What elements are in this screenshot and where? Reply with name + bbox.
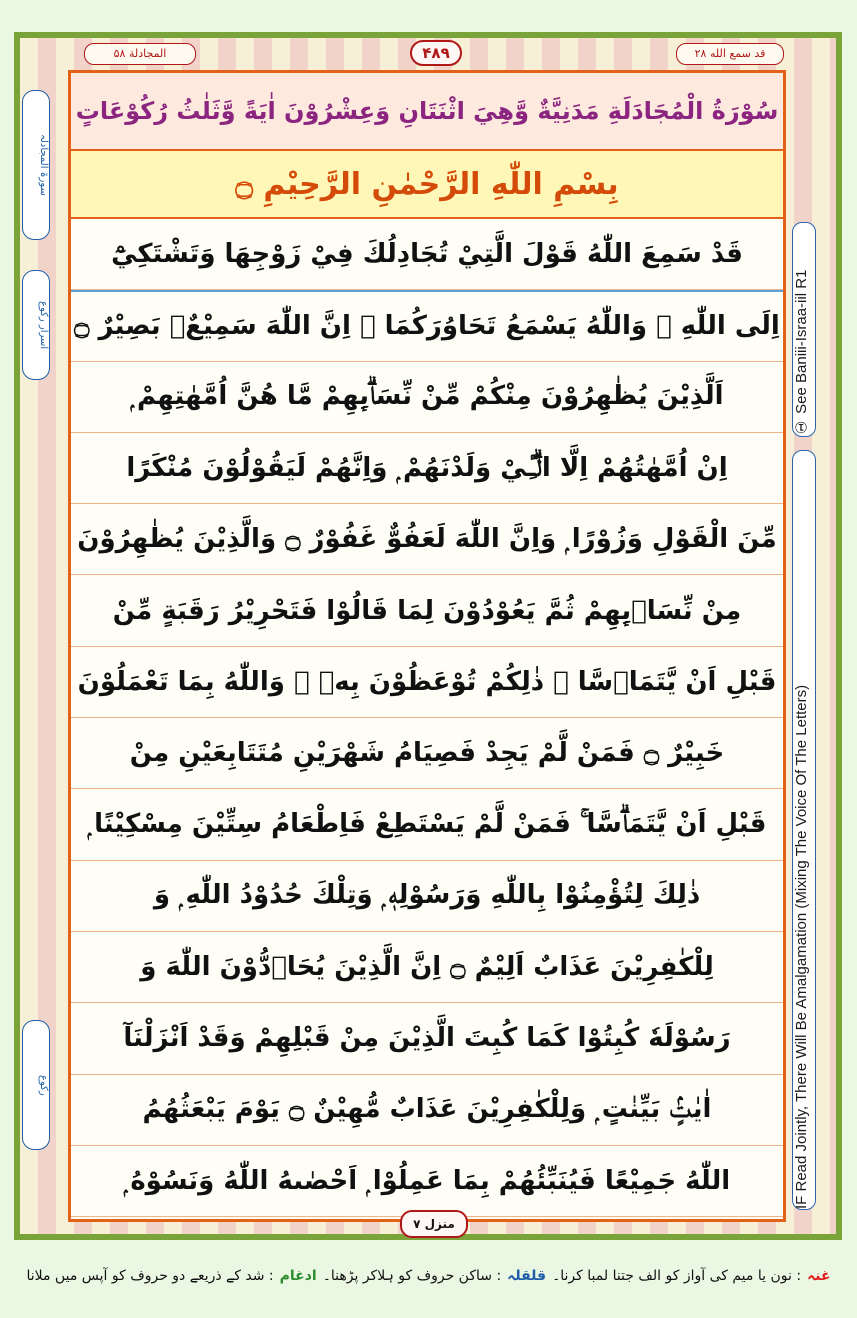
right-note-reference: ① See Baniii-Israa-iil R1 (792, 222, 816, 437)
right-margin-notes (792, 222, 818, 1222)
tajweed-legend (0, 1246, 857, 1306)
verse-lines (71, 219, 783, 1217)
ghunna-term: غنہ (807, 1268, 831, 1284)
verse-line: قَدْ سَمِعَ اللّٰهُ قَوْلَ الَّتِيْ تُجَادِلُكَ فِيْ زَوْجِهَا وَتَشْتَكِيْٓ (71, 219, 783, 290)
idgham-term: ادغام (279, 1268, 317, 1284)
surah-title: سُوْرَةُ الْمُجَادَلَةِ مَدَنِيَّةٌ وَّهِيَ اثْنَتَانِ وَعِشْرُوْنَ اٰيَةً وَّثَلٰثُ رُكُوْعَاتٍ (75, 97, 779, 125)
verse-line: رَسُوْلَهٗ كُبِتُوْا كَمَا كُبِتَ الَّذِيْنَ مِنْ قَبْلِهِمْ وَقَدْ اَنْزَلْنَآ (71, 1003, 783, 1074)
left-note-top: سورۃ المجادلہ (22, 90, 50, 240)
verse-line: اِنْ اُمَّهٰتُهُمْ اِلَّا الّٰۗـِٔيْ وَلَدْنَهُمْ ۭ وَاِنَّهُمْ لَيَقُوْلُوْنَ مُنْكَرًا (71, 433, 783, 504)
bismillah-banner (71, 151, 783, 219)
left-margin-notes (22, 80, 60, 1180)
left-note-middle: اسرار رکوع (22, 270, 50, 380)
verse-line: اللّٰهُ جَمِيْعًا فَيُنَبِّئُهُمْ بِمَا عَمِلُوْا ۭ اَحْصٰىهُ اللّٰهُ وَنَسُوْهُ ۭ (71, 1146, 783, 1217)
verse-line: قَبْلِ اَنْ يَّتَمَاۗسَّا ۚ فَمَنْ لَّمْ يَسْتَطِعْ فَاِطْعَامُ سِتِّيْنَ مِسْكِيْنًا ۭ (71, 789, 783, 860)
verse-line: اَلَّذِيْنَ يُظٰهِرُوْنَ مِنْكُمْ مِّنْ نِّسَاۗىِٕهِمْ مَّا هُنَّ اُمَّهٰتِهِمْ ۭ (71, 362, 783, 433)
verse-line: اِلَى اللّٰهِ ۖ وَاللّٰهُ يَسْمَعُ تَحَاوُرَكُمَا ۭ اِنَّ اللّٰهَ سَمِيْعٌۢ بَصِيْرٌ ۝ (71, 290, 783, 361)
qalqala-term: قلقلہ (507, 1268, 547, 1284)
verse-line: مِّنَ الْقَوْلِ وَزُوْرًا ۭ وَاِنَّ اللّٰهَ لَعَفُوٌّ غَفُوْرٌ ۝ وَالَّذِيْنَ يُظٰهِرُوْنَ (71, 504, 783, 575)
surah-reference: المجادلة ۵۸ (84, 43, 196, 65)
surah-title-banner (71, 73, 783, 151)
bismillah: بِسْمِ اللّٰهِ الرَّحْمٰنِ الرَّحِيْمِ ۝ (235, 166, 619, 202)
verse-line: خَبِيْرٌ ۝ فَمَنْ لَّمْ يَجِدْ فَصِيَامُ شَهْرَيْنِ مُتَتَابِعَيْنِ مِنْ (71, 718, 783, 789)
idgham-description: : شد کے ذریعے دو حروف کو آپس میں ملانا (26, 1268, 274, 1284)
verse-line: اٰيٰتٍۢ بَيِّنٰتٍ ۭ وَلِلْكٰفِرِيْنَ عَذَابٌ مُّهِيْنٌ ۝ يَوْمَ يَبْعَثُهُمُ (71, 1075, 783, 1146)
juz-label: قد سمع الله ۲۸ (676, 43, 784, 65)
verse-line: لِلْكٰفِرِيْنَ عَذَابٌ اَلِيْمٌ ۝ اِنَّ الَّذِيْنَ يُحَاۗدُّوْنَ اللّٰهَ وَ (71, 932, 783, 1003)
qalqala-description: : ساکن حروف کو ہلاکر پڑھنا۔ (322, 1268, 502, 1284)
ghunna-description: : نون یا میم کی آواز کو الف جتنا لمبا کرنا۔ (552, 1268, 802, 1284)
manzil-label: منزل ۷ (400, 1210, 468, 1238)
verse-line: ذٰلِكَ لِتُؤْمِنُوْا بِاللّٰهِ وَرَسُوْلِهٖ ۭ وَتِلْكَ حُدُوْدُ اللّٰهِ ۭ وَ (71, 861, 783, 932)
left-note-bottom: رکوع (22, 1020, 50, 1150)
right-note-amalgamation: IF Read Jointly, There Will Be Amalgamation (Mixing The Voice Of The Letters) (792, 450, 816, 1210)
verse-line: مِنْ نِّسَاۗىِٕهِمْ ثُمَّ يَعُوْدُوْنَ لِمَا قَالُوْا فَتَحْرِيْرُ رَقَبَةٍ مِّنْ (71, 575, 783, 646)
page-number: ۴۸۹ (410, 40, 462, 66)
verse-line: قَبْلِ اَنْ يَّتَمَاۗسَّا ۭ ذٰلِكُمْ تُوْعَظُوْنَ بِهٖ ۭ وَاللّٰهُ بِمَا تَعْمَلُوْنَ (71, 647, 783, 718)
